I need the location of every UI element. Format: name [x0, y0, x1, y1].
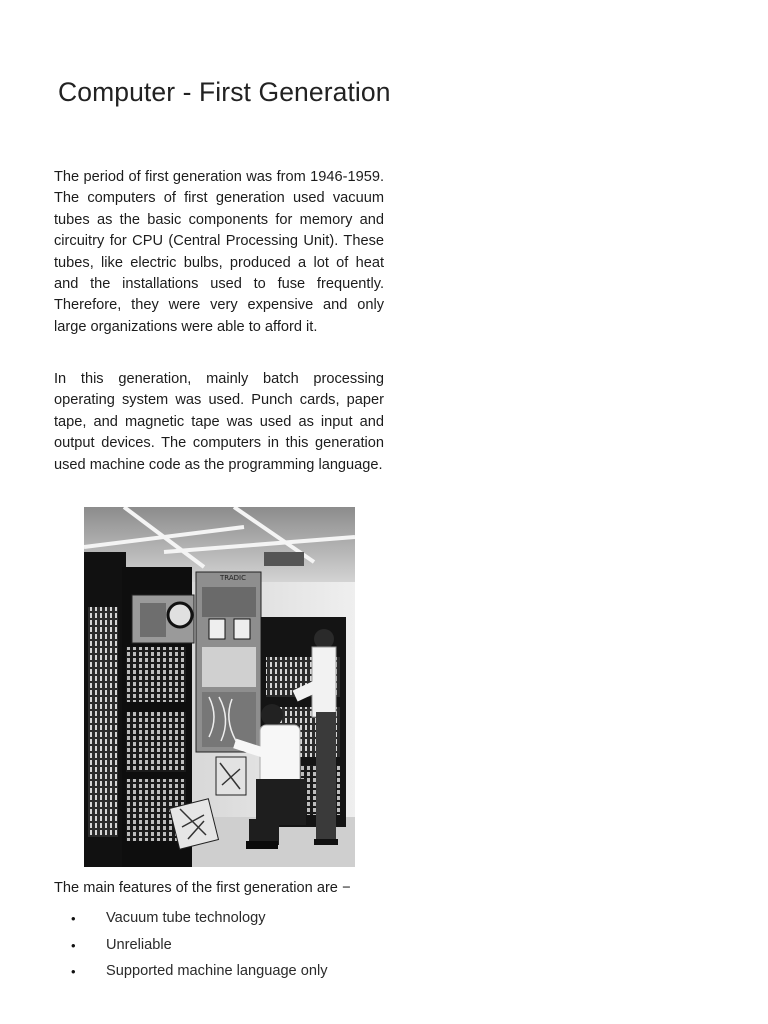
list-item: [54, 908, 384, 935]
page-title: Computer - First Generation: [58, 77, 391, 107]
bullet-icon: •: [71, 937, 76, 953]
first-generation-computer-photo: [84, 507, 355, 867]
io-paragraph: In this generation, mainly batch processing operating system was used. Punch cards, paper tape, and magnetic tape was used as input and output devices. The computers in this generation used machine code as the programming language.: [54, 371, 384, 473]
feature-text: Vacuum tube technology: [106, 910, 266, 926]
feature-text: Unreliable: [106, 936, 172, 953]
bullet-icon: •: [71, 911, 76, 926]
list-item: [54, 935, 384, 962]
features-intro: The main features of the first generation are −: [54, 880, 351, 896]
intro-paragraph: The period of first generation was from 1946-1959. The computers of first generation used vacuum tubes as the basic components for memory and circuitry for CPU (Central Processing Unit). These tubes, like electric bulbs, produced a lot of heat and the installations used to fuse frequently. Therefore, they were very expensive and only large organizations were able to afford it.: [54, 169, 384, 335]
feature-text: Supported machine language only: [106, 963, 328, 979]
list-item: [54, 961, 384, 988]
panel-label: TRADIC: [220, 574, 246, 582]
bullet-icon: •: [71, 964, 76, 979]
feature-list: [54, 908, 384, 988]
